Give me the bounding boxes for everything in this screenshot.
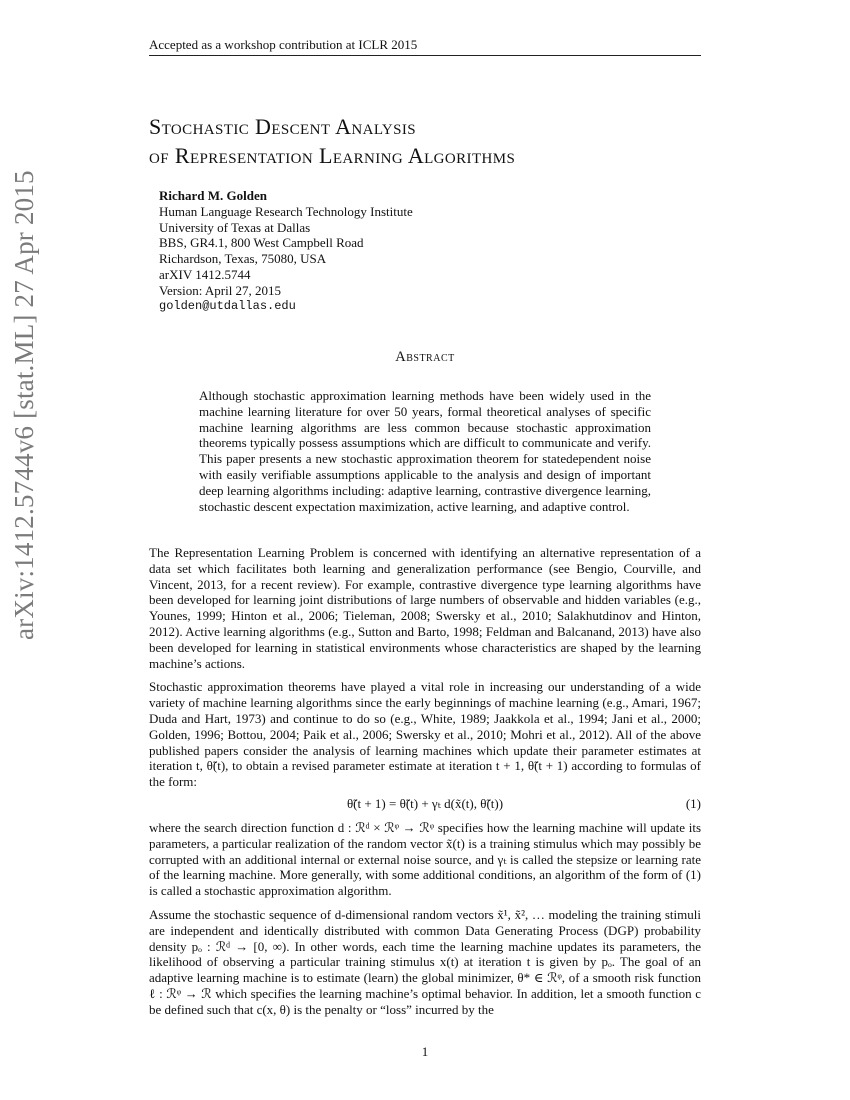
- equation-expression: θ̃(t + 1) = θ̃(t) + γₜ d(x̃(t), θ̃(t)): [346, 795, 504, 811]
- arxiv-stamp: arXiv:1412.5744v6 [stat.ML] 27 Apr 2015: [9, 170, 39, 640]
- author-name: Richard M. Golden: [159, 188, 267, 203]
- paper-title: [149, 112, 709, 170]
- affiliation-line: arXIV 1412.5744: [159, 266, 251, 282]
- affiliation-line: Version: April 27, 2015: [159, 282, 282, 298]
- affiliation-line: Human Language Research Technology Institute: [159, 203, 413, 219]
- paragraph: Stochastic approximation theorems have played a vital role in increasing our understanding of a wide variety of machine learning algorithms since the early beginnings of machine learning (e.g., Amari, 1967; Duda and Hart, 1973) and continue to do so (e.g., White, 1989; Jaakkola et al., 1994; Jani et al., 2000; Golden, 1996; Bottou, 2004; Paik et al., 2006; Swersky et al., 2010; Mohri et al., 2012). All of the above published papers consider the analysis of learning machines which update their parameter estimates at iteration t, θ̃(t), to obtain a revised parameter estimate at iteration t + 1, θ̃(t + 1) according to formulas of the form:: [149, 679, 701, 790]
- affiliation-line: BBS, GR4.1, 800 West Campbell Road: [159, 235, 364, 251]
- abstract-heading: Abstract: [395, 349, 455, 365]
- paragraph: where the search direction function d : ℛᵈ × ℛᵠ → ℛᵠ specifies how the learning machine will update its parameters, a particular realization of the random vector x̃(t) is a training stimulus which may possibly be corrupted with an additional internal or external noise source, and γₜ is called the stepsize or learning rate of the learning machine. More generally, with some additional conditions, an algorithm of the form of (1) is called a stochastic approximation algorithm.: [149, 819, 701, 899]
- affiliation-line: Richardson, Texas, 75080, USA: [159, 251, 327, 267]
- equation-number: (1): [685, 795, 701, 811]
- paragraph: Assume the stochastic sequence of d-dimensional random vectors x̃¹, x̃², … modeling the training stimuli are independent and identically distributed with common Data Generating Process (DGP) probability density pₒ : ℛᵈ → [0, ∞). In other words, each time the learning machine updates its parameters, the likelihood of observing a particular training stimulus x(t) at iteration t is given by pₒ. The goal of an adaptive learning machine is to estimate (learn) the global minimizer, θ* ∈ ℛᵠ, of a smooth risk function ℓ : ℛᵠ → ℛ which specifies the learning machine’s optimal behavior. In addition, let a smooth function c be defined such that c(x, θ) is the penalty or “loss” incurred by the: [149, 906, 701, 1017]
- abstract-text: Although stochastic approximation learning methods have been widely used in the machine learning literature for over 50 years, formal theoretical analyses of specific machine learning algorithms are less common because stochastic approximation theorems typically possess assumptions which are difficult to communicate and verify. This paper presents a new stochastic approximation theorem for statedependent noise with easily verifiable assumptions applicable to the analysis and design of important deep learning algorithms including: adaptive learning, contrastive divergence learning, stochastic descent expectation maximization, active learning, and adaptive control.: [199, 388, 651, 514]
- paragraph: The Representation Learning Problem is concerned with identifying an alternative representation of a data set which facilitates both learning and generalization performance (see Bengio, Courville, and Vincent, 2013, for a recent review). For example, contrastive divergence type learning algorithms have been developed for learning joint distributions of large numbers of observable and hidden variables (e.g., Younes, 1999; Hinton et al., 2006; Tieleman, 2008; Swersky et al., 2010; Salakhutdinov and Hinton, 2012). Active learning algorithms (e.g., Sutton and Barto, 1998; Feldman and Balcanand, 2013) have also been developed for learning in statistical environments whose characteristics are shaped by the learning machine’s actions.: [149, 545, 701, 671]
- page-number: 1: [421, 1044, 429, 1059]
- author-email[interactable]: golden@utdallas.edu: [159, 298, 296, 313]
- body-text: [149, 545, 701, 1026]
- equation-1: [149, 792, 701, 816]
- running-header: Accepted as a workshop contribution at ICLR 2015: [149, 37, 701, 56]
- author-block: [159, 188, 559, 314]
- title-line-2: of Representation Learning Algorithms: [149, 143, 516, 168]
- title-line-1: Stochastic Descent Analysis: [149, 114, 417, 139]
- affiliation-line: University of Texas at Dallas: [159, 219, 311, 235]
